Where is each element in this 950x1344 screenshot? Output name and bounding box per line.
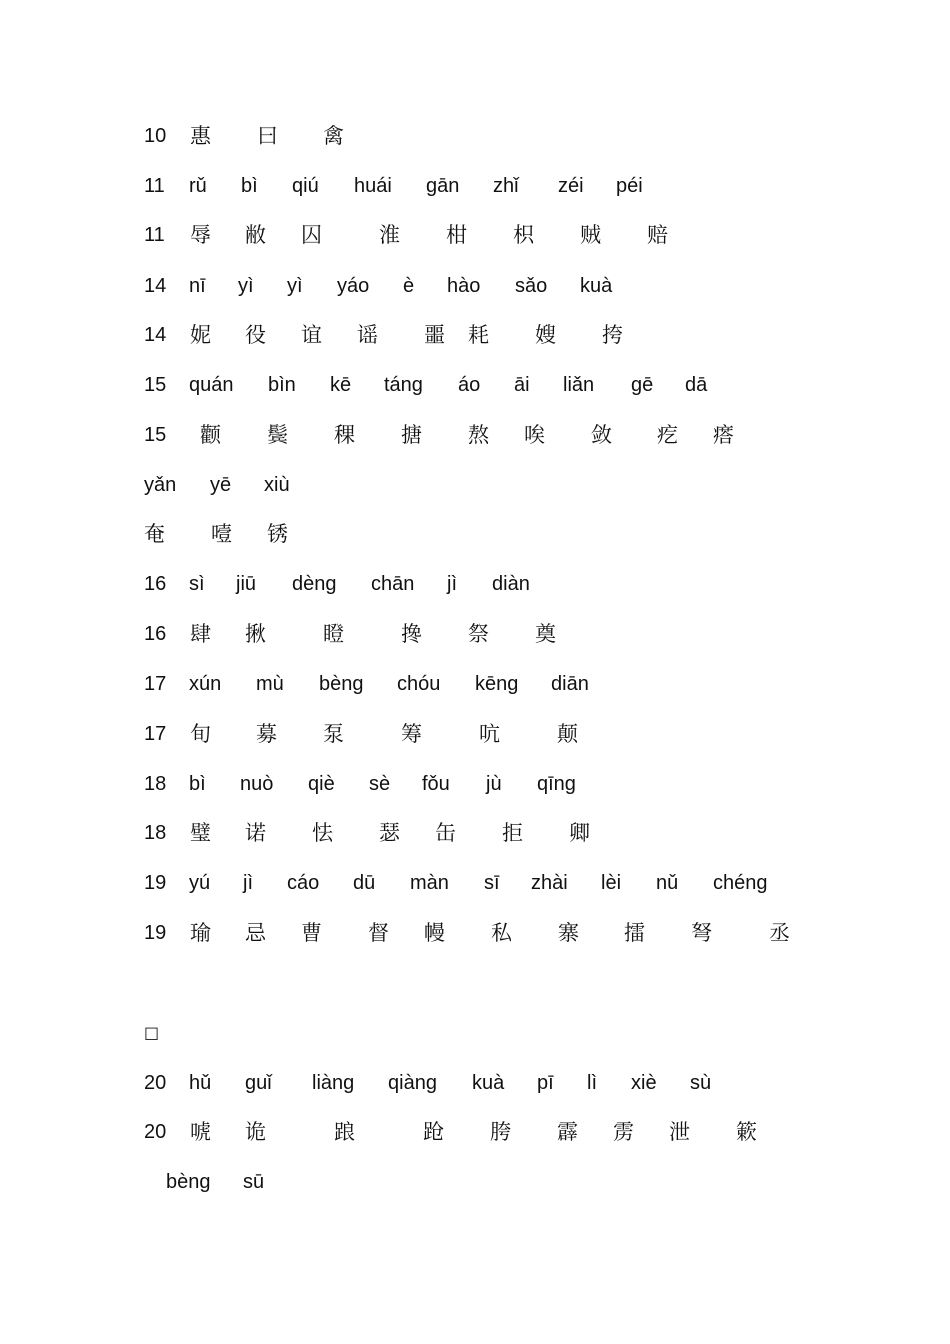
pinyin-syllable: gān [426,175,460,197]
pinyin-syllable: quán [189,374,234,396]
pinyin-syllable: lì [587,1072,597,1094]
lesson-number: 10 [144,125,167,147]
pinyin-syllable: zhǐ [493,175,519,197]
pinyin-line [0,868,950,898]
lesson-number: 14 [144,275,167,297]
pinyin-line [0,271,950,301]
pinyin-syllable: jì [447,573,457,595]
hanzi-character: 曰 [257,124,278,148]
pinyin-syllable: dā [685,374,708,396]
hanzi-line [0,121,950,151]
pinyin-syllable: nī [189,275,206,297]
pinyin-syllable: jì [243,872,253,894]
pinyin-syllable: kēng [475,673,519,695]
pinyin-syllable: sù [690,1072,712,1094]
hanzi-character: 敝 [245,223,266,247]
hanzi-character: 祭 [468,622,489,646]
pinyin-syllable: jiū [236,573,257,595]
pinyin-syllable: yú [189,872,211,894]
pinyin-syllable: nuò [240,773,274,795]
lesson-number: 18 [144,822,167,844]
pinyin-line [0,470,950,500]
hanzi-line [0,619,950,649]
pinyin-syllable: dū [353,872,376,894]
pinyin-syllable: sū [243,1171,265,1193]
hanzi-character: 寨 [558,921,579,945]
hanzi-character: 惠 [190,124,211,148]
hanzi-character: 嫂 [535,323,556,347]
hanzi-character: 霹 [557,1120,578,1144]
hanzi-character: 淮 [379,223,400,247]
pinyin-syllable: yì [287,275,303,297]
hanzi-character: 役 [245,323,266,347]
hanzi-character: 私 [491,921,512,945]
hanzi-character: 贼 [580,223,601,247]
lesson-number: 18 [144,773,167,795]
lesson-number: 16 [144,623,167,645]
hanzi-character: 噩 [424,323,445,347]
hanzi-character: 旬 [190,722,211,746]
pinyin-syllable: qiè [308,773,335,795]
lesson-number: 20 [144,1072,167,1094]
hanzi-character: 忌 [245,921,266,945]
hanzi-line [0,320,950,350]
lesson-number: 20 [144,1121,167,1143]
lesson-number: 17 [144,673,167,695]
pinyin-syllable: chéng [713,872,768,894]
hanzi-character: 揪 [245,622,266,646]
hanzi-character: 弩 [691,921,712,945]
hanzi-character: 缶 [435,821,456,845]
hanzi-character: 簌 [736,1120,757,1144]
pinyin-line [0,171,950,201]
pinyin-syllable: bèng [319,673,364,695]
hanzi-character: 奠 [535,622,556,646]
hanzi-character: 诡 [245,1120,266,1144]
pinyin-syllable: bì [241,175,258,197]
pinyin-syllable: jù [486,773,502,795]
hanzi-character: 吭 [479,722,500,746]
pinyin-syllable: xiù [264,474,290,496]
hanzi-character: 颧 [200,423,221,447]
lesson-number: 11 [144,224,165,246]
lesson-number: 19 [144,872,167,894]
hanzi-character: 枳 [513,223,534,247]
hanzi-line [0,818,950,848]
pinyin-line [0,1167,950,1197]
lesson-number: 17 [144,723,167,745]
hanzi-character: 泵 [323,722,344,746]
pinyin-syllable: qīng [537,773,576,795]
pinyin-syllable: dèng [292,573,337,595]
pinyin-syllable: kuà [472,1072,505,1094]
pinyin-syllable: diàn [492,573,530,595]
hanzi-character: 辱 [190,223,211,247]
pinyin-line [0,769,950,799]
pinyin-syllable: yì [238,275,254,297]
pinyin-syllable: áo [458,374,481,396]
hanzi-character: 募 [256,722,277,746]
pinyin-syllable: kē [330,374,352,396]
hanzi-line [0,220,950,250]
pinyin-line [0,669,950,699]
pinyin-syllable: sì [189,573,205,595]
hanzi-line [0,519,950,549]
hanzi-character: 筹 [401,722,422,746]
pinyin-syllable: chóu [397,673,441,695]
pinyin-syllable: pī [537,1072,554,1094]
hanzi-character: 幔 [424,921,445,945]
hanzi-character: 鬓 [267,423,288,447]
hanzi-character: 瑜 [190,921,211,945]
hanzi-character: 怯 [312,821,333,845]
pinyin-syllable: péi [616,175,643,197]
hanzi-character: 妮 [190,323,211,347]
hanzi-character: 泄 [669,1120,690,1144]
hanzi-character: 赔 [647,223,668,247]
pinyin-syllable: huái [354,175,392,197]
pinyin-syllable: qiàng [388,1072,437,1094]
hanzi-character: 督 [368,921,389,945]
hanzi-character: 丞 [769,921,790,945]
pinyin-syllable: lèi [601,872,622,894]
lesson-number: 15 [144,424,167,446]
pinyin-syllable: liàng [312,1072,355,1094]
hanzi-character: 瑟 [379,821,400,845]
pinyin-syllable: zéi [558,175,584,197]
pinyin-syllable: zhài [531,872,568,894]
lesson-number: 19 [144,922,167,944]
lesson-number: 15 [144,374,167,396]
pinyin-syllable: kuà [580,275,613,297]
hanzi-character: 锈 [267,522,288,546]
hanzi-character: 挎 [602,323,623,347]
hanzi-character: 擂 [624,921,645,945]
hanzi-character: 囚 [301,223,322,247]
pinyin-syllable: gē [631,374,654,396]
hanzi-character: 跄 [423,1120,444,1144]
hanzi-character: 雳 [613,1120,634,1144]
hanzi-character: 奄 [144,522,165,546]
pinyin-syllable: liǎn [563,374,595,396]
hanzi-character: 瞪 [323,622,344,646]
pinyin-syllable: bìn [268,374,296,396]
pinyin-line [0,569,950,599]
pinyin-syllable: chān [371,573,415,595]
hanzi-character: 瘩 [713,423,734,447]
pinyin-syllable: āi [514,374,530,396]
hanzi-character: 曹 [301,921,322,945]
pinyin-syllable: yáo [337,275,370,297]
pinyin-syllable: nǔ [656,872,679,894]
pinyin-line [0,1068,950,1098]
pinyin-syllable: bèng [166,1171,211,1193]
pinyin-line [0,370,950,400]
pinyin-syllable: hǔ [189,1072,212,1094]
hanzi-character: 疙 [657,423,678,447]
hanzi-character: 胯 [490,1120,511,1144]
hanzi-character: 踉 [334,1120,355,1144]
pinyin-syllable: cáo [287,872,320,894]
pinyin-syllable: sè [369,773,391,795]
hanzi-character: 耗 [468,323,489,347]
pinyin-syllable: qiú [292,175,319,197]
lesson-number: 11 [144,175,165,197]
hanzi-line [0,918,950,948]
hanzi-character: 璧 [190,821,211,845]
hanzi-character: 颠 [557,722,578,746]
pinyin-syllable: fǒu [422,773,450,795]
hanzi-character: 谣 [357,323,378,347]
hanzi-character: 诺 [245,821,266,845]
hanzi-character: 肆 [190,622,211,646]
pinyin-syllable: sǎo [515,275,548,297]
pinyin-syllable: guǐ [245,1072,272,1094]
lesson-number: 16 [144,573,167,595]
hanzi-character: 禽 [323,124,344,148]
hanzi-character: 噎 [211,522,232,546]
hanzi-character: 稞 [334,423,355,447]
pinyin-syllable: diān [551,673,589,695]
pinyin-syllable: màn [410,872,449,894]
hanzi-line [0,420,950,450]
pinyin-syllable: táng [384,374,423,396]
hanzi-character: 熬 [468,423,489,447]
missing-glyph-box: □ [144,1023,160,1042]
pinyin-syllable: hào [447,275,481,297]
hanzi-character: 搀 [401,622,422,646]
hanzi-character: 唬 [190,1120,211,1144]
pinyin-syllable: bì [189,773,206,795]
hanzi-character: 卿 [569,821,590,845]
hanzi-character: 唉 [524,423,545,447]
hanzi-line [0,719,950,749]
hanzi-line [0,1117,950,1147]
hanzi-character: 搪 [401,423,422,447]
pinyin-syllable: è [403,275,415,297]
pinyin-syllable: mù [256,673,284,695]
lesson-number: 14 [144,324,167,346]
pinyin-syllable: rǔ [189,175,207,197]
pinyin-syllable: sī [484,872,500,894]
pinyin-syllable: yē [210,474,232,496]
hanzi-character: 柑 [446,223,467,247]
hanzi-character: 敛 [591,423,612,447]
pinyin-syllable: xún [189,673,222,695]
pinyin-syllable: yǎn [144,474,177,496]
hanzi-character: 谊 [301,323,322,347]
hanzi-character: 拒 [502,821,523,845]
glyph-line [0,1018,950,1048]
pinyin-syllable: xiè [631,1072,657,1094]
